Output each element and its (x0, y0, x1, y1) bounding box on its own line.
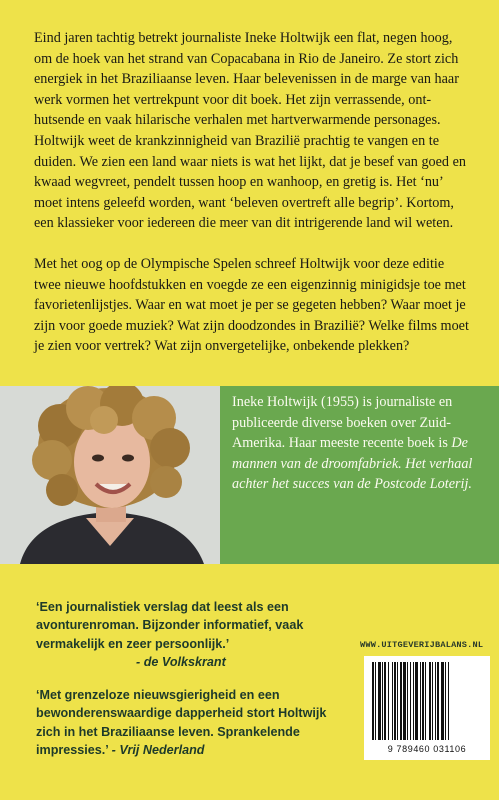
quote-source: - de Volkskrant (136, 655, 226, 670)
publisher-url: WWW.UITGEVERIJBALANS.NL (360, 640, 484, 650)
author-bio-text: Ineke Holtwijk (1955) is journaliste en publiceerde diverse boeken over Zuid-Amerika. Haar meeste recente boek is (232, 394, 453, 452)
book-title: De mannen van de droomfabriek. (232, 435, 468, 472)
book-subtitle: Het verhaal achter het succes van de Postcode Loterij. (232, 455, 473, 493)
review-quote-volkskrant (36, 598, 326, 672)
review-quote-vrij-nederland (36, 686, 334, 760)
blurb-paragraph-2: Met het oog op de Olympische Spelen schreef Holtwijk voor deze editie twee nieuwe hoofdstukken en voegde ze een eigenzinnig minigidsje toe met favorietenlijstjes. Waar en wat moet je per se gegeten hebben? Waar moet je zijn voor goede muziek? Wat zijn doodzondes in Brazilië? Welke films moet je zien voor vertrek? Wat zijn onvergetelijke, onbekende plekken? (34, 255, 469, 355)
quote-source: - Vrij Nederland (111, 743, 205, 758)
quote-text: ‘Met grenzeloze nieuwsgierigheid en een bewonderenswaardige dapperheid stort Holtwijk zich in het Braziliaanse leven. Sprankelende impressies.’ (36, 688, 327, 758)
blurb-paragraph-1: Eind jaren tachtig betrekt journaliste Ineke Holtwijk een flat, negen hoog, om de hoek van het strand van Copacabana in Rio de Janeiro. Ze stort zich energiek in het Braziliaanse leven. Haar belevenissen in de marge van haar werk vormen het vertrekpunt voor dit boek. Het zijn verrassende, ont-hutsende en vaak hilarische verhalen met hartverwarmende personages. Holtwijk weet de krankzinnigheid van Brazilië prachtig te vangen en te duiden. We zien een land waar niets is wat het lijkt, dat je besef van goed en kwaad wegvreet, pendelt tussen hoop en wanhoop, en gretig is. Het ‘nu’ moet intens geleefd worden, want ‘beleven overtreft alle begrip’. Kortom, een klassieker voor iedereen die meer van dit intrigerende land wil weten. (34, 30, 466, 232)
barcode-bars (370, 662, 484, 740)
author-band (0, 386, 499, 564)
author-photo (0, 386, 220, 564)
author-bio (232, 392, 490, 495)
quote-text: ‘Een journalistiek verslag dat leest als een avonturenroman. Bijzonder informatief, vaak vermakelijk en zeer persoonlijk.’ (36, 600, 304, 651)
back-cover-blurb (34, 28, 470, 377)
isbn-number: 9 789460 031106 (387, 744, 467, 754)
isbn-barcode (364, 656, 490, 760)
